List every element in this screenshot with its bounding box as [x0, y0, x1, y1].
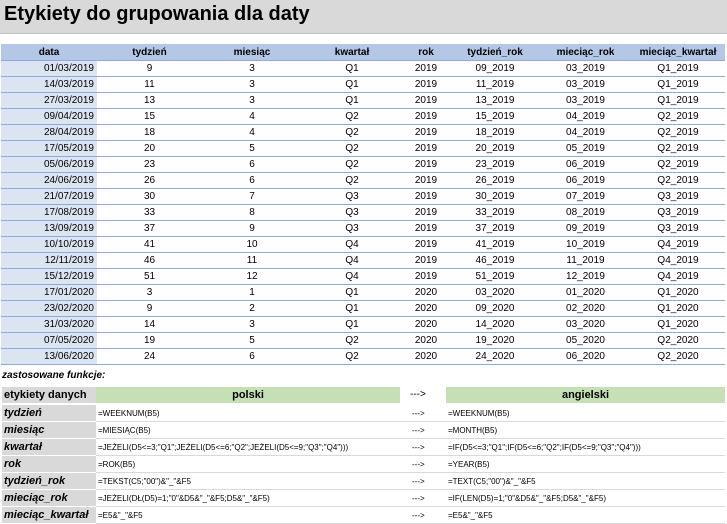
- table-cell[interactable]: Q4: [302, 237, 402, 253]
- table-cell[interactable]: 07_2019: [540, 189, 631, 205]
- table-cell[interactable]: 03_2019: [540, 93, 631, 109]
- table-cell[interactable]: 18: [97, 125, 202, 141]
- table-cell[interactable]: 41: [97, 237, 202, 253]
- table-cell[interactable]: 04_2019: [540, 109, 631, 125]
- table-cell[interactable]: Q2_2019: [631, 125, 725, 141]
- table-cell[interactable]: 3: [202, 61, 302, 77]
- column-header[interactable]: mieciąc_rok: [540, 44, 631, 61]
- table-cell[interactable]: 2020: [402, 301, 450, 317]
- title-bar: [0, 0, 727, 34]
- table-cell[interactable]: Q2: [302, 109, 402, 125]
- table-cell[interactable]: Q2: [302, 157, 402, 173]
- table-cell[interactable]: 23_2019: [450, 157, 540, 173]
- table-cell[interactable]: Q1_2019: [631, 61, 725, 77]
- table-cell[interactable]: 09_2019: [450, 61, 540, 77]
- table-cell[interactable]: 46: [97, 253, 202, 269]
- column-header[interactable]: tydzień: [97, 44, 202, 61]
- formula-english[interactable]: =IF(LEN(D5)=1;"0"&D5&"_"&F5;D5&"_"&F5): [448, 494, 606, 503]
- function-row: [0, 490, 727, 507]
- table-cell[interactable]: 51: [97, 269, 202, 285]
- table-cell[interactable]: 3: [202, 77, 302, 93]
- table-cell[interactable]: 01_2020: [540, 285, 631, 301]
- table-cell[interactable]: 3: [97, 285, 202, 301]
- table-row: [1, 221, 725, 237]
- table-cell[interactable]: 04_2019: [540, 125, 631, 141]
- date-cell[interactable]: 17/01/2020: [1, 285, 97, 301]
- column-header[interactable]: rok: [402, 44, 450, 61]
- formula-polish[interactable]: =ROK(B5): [98, 460, 136, 469]
- date-cell[interactable]: 12/11/2019: [1, 253, 97, 269]
- formula-english[interactable]: =YEAR(B5): [448, 460, 490, 469]
- table-cell[interactable]: Q2: [302, 125, 402, 141]
- table-cell[interactable]: 7: [202, 189, 302, 205]
- table-cell[interactable]: 10_2019: [540, 237, 631, 253]
- table-cell[interactable]: Q2_2019: [631, 173, 725, 189]
- table-cell[interactable]: Q3: [302, 189, 402, 205]
- table-cell[interactable]: 41_2019: [450, 237, 540, 253]
- table-cell[interactable]: Q1_2020: [631, 317, 725, 333]
- date-cell[interactable]: 01/03/2019: [1, 61, 97, 77]
- date-cell[interactable]: 24/06/2019: [1, 173, 97, 189]
- table-cell[interactable]: 33: [97, 205, 202, 221]
- function-label: rok: [2, 456, 96, 472]
- table-row: [1, 77, 725, 93]
- table-cell[interactable]: Q1: [302, 77, 402, 93]
- arrow-text: --->: [412, 426, 425, 435]
- table-cell[interactable]: 4: [202, 109, 302, 125]
- table-cell[interactable]: Q3_2019: [631, 205, 725, 221]
- table-cell[interactable]: 3: [202, 317, 302, 333]
- function-label: tydzień_rok: [2, 473, 96, 489]
- table-cell[interactable]: 2020: [402, 349, 450, 365]
- table-cell[interactable]: 2019: [402, 189, 450, 205]
- table-row: [1, 269, 725, 285]
- table-row: [1, 285, 725, 301]
- table-cell[interactable]: 05_2020: [540, 333, 631, 349]
- functions-header-polish: polski: [96, 387, 400, 403]
- date-labels-table: [1, 44, 725, 365]
- table-cell[interactable]: 03_2020: [450, 285, 540, 301]
- functions-header-arrow: --->: [410, 389, 426, 400]
- function-label: mieciąc_kwartał: [2, 507, 96, 523]
- table-cell[interactable]: 03_2019: [540, 61, 631, 77]
- table-cell[interactable]: Q4_2019: [631, 253, 725, 269]
- table-cell[interactable]: 2019: [402, 109, 450, 125]
- table-cell[interactable]: Q2_2019: [631, 109, 725, 125]
- table-cell[interactable]: 2020: [402, 317, 450, 333]
- table-cell[interactable]: 06_2020: [540, 349, 631, 365]
- table-cell[interactable]: 9: [97, 301, 202, 317]
- table-cell[interactable]: 2019: [402, 61, 450, 77]
- arrow-text: --->: [412, 460, 425, 469]
- table-cell[interactable]: 2019: [402, 221, 450, 237]
- table-row: [1, 333, 725, 349]
- formula-polish[interactable]: =E5&"_"&F5: [98, 511, 143, 520]
- date-cell[interactable]: 14/03/2019: [1, 77, 97, 93]
- function-row: [0, 507, 727, 524]
- formula-english[interactable]: =E5&"_"&F5: [448, 511, 493, 520]
- table-cell[interactable]: 09_2020: [450, 301, 540, 317]
- table-cell[interactable]: 2020: [402, 285, 450, 301]
- table-header-row: [1, 44, 725, 61]
- table-cell[interactable]: Q2: [302, 173, 402, 189]
- arrow-text: --->: [412, 477, 425, 486]
- table-cell[interactable]: 2020: [402, 333, 450, 349]
- functions-header-label: etykiety danych: [2, 387, 96, 403]
- date-cell[interactable]: 28/04/2019: [1, 125, 97, 141]
- functions-header-english: angielski: [446, 387, 725, 403]
- function-row: [0, 405, 727, 422]
- column-header[interactable]: tydzień_rok: [450, 44, 540, 61]
- table-cell[interactable]: 12_2019: [540, 269, 631, 285]
- table-row: [1, 253, 725, 269]
- formula-polish[interactable]: =JEŻELI(D5<=3;"Q1";JEŻELI(D5<=6;"Q2";JEŻELI(D5<=9;"Q3";"Q4"))): [98, 443, 349, 452]
- table-cell[interactable]: Q3_2019: [631, 221, 725, 237]
- table-cell[interactable]: 9: [97, 61, 202, 77]
- date-cell[interactable]: 13/09/2019: [1, 221, 97, 237]
- table-cell[interactable]: 6: [202, 349, 302, 365]
- functions-caption: zastosowane funkcje:: [2, 370, 106, 381]
- table-cell[interactable]: 51_2019: [450, 269, 540, 285]
- table-cell[interactable]: 2019: [402, 93, 450, 109]
- table-cell[interactable]: Q1: [302, 61, 402, 77]
- table-cell[interactable]: 08_2019: [540, 205, 631, 221]
- table-cell[interactable]: Q1_2019: [631, 93, 725, 109]
- table-cell[interactable]: Q2_2020: [631, 349, 725, 365]
- table-cell[interactable]: Q1_2019: [631, 77, 725, 93]
- date-cell[interactable]: 27/03/2019: [1, 93, 97, 109]
- arrow-text: --->: [412, 443, 425, 452]
- table-cell[interactable]: 30_2019: [450, 189, 540, 205]
- function-row: [0, 422, 727, 439]
- table-cell[interactable]: 18_2019: [450, 125, 540, 141]
- table-row: [1, 141, 725, 157]
- formula-polish[interactable]: =TEKST(C5;"00")&"_"&F5: [98, 477, 191, 486]
- table-cell[interactable]: 11: [97, 77, 202, 93]
- table-cell[interactable]: 19: [97, 333, 202, 349]
- column-header[interactable]: miesiąc: [202, 44, 302, 61]
- table-row: [1, 301, 725, 317]
- date-cell[interactable]: 13/06/2020: [1, 349, 97, 365]
- table-cell[interactable]: 2019: [402, 77, 450, 93]
- table-cell[interactable]: 10: [202, 237, 302, 253]
- table-cell[interactable]: Q2: [302, 333, 402, 349]
- sheet-title: Etykiety do grupowania dla daty: [4, 3, 310, 25]
- date-cell[interactable]: 07/05/2020: [1, 333, 97, 349]
- date-cell[interactable]: 17/05/2019: [1, 141, 97, 157]
- table-cell[interactable]: 03_2020: [540, 317, 631, 333]
- table-cell[interactable]: 02_2020: [540, 301, 631, 317]
- table-cell[interactable]: Q2: [302, 349, 402, 365]
- table-cell[interactable]: Q2_2019: [631, 141, 725, 157]
- table-cell[interactable]: Q1_2020: [631, 301, 725, 317]
- table-row: [1, 317, 725, 333]
- date-cell[interactable]: 31/03/2020: [1, 317, 97, 333]
- table-cell[interactable]: 11_2019: [450, 77, 540, 93]
- table-cell[interactable]: 26_2019: [450, 173, 540, 189]
- table-cell[interactable]: 1: [202, 285, 302, 301]
- formula-polish[interactable]: =JEŻELI(DŁ(D5)=1;"0"&D5&"_"&F5;D5&"_"&F5): [98, 494, 270, 503]
- function-label: miesiąc: [2, 422, 96, 438]
- formula-english[interactable]: =TEXT(C5;"00")&"_"&F5: [448, 477, 536, 486]
- table-cell[interactable]: 19_2020: [450, 333, 540, 349]
- table-cell[interactable]: 6: [202, 173, 302, 189]
- table-cell[interactable]: 06_2019: [540, 157, 631, 173]
- arrow-text: --->: [412, 409, 425, 418]
- table-cell[interactable]: Q1: [302, 93, 402, 109]
- table-cell[interactable]: 20: [97, 141, 202, 157]
- table-cell[interactable]: 26: [97, 173, 202, 189]
- table-cell[interactable]: Q2: [302, 141, 402, 157]
- formula-polish[interactable]: =WEEKNUM(B5): [98, 409, 160, 418]
- table-cell[interactable]: 15: [97, 109, 202, 125]
- table-cell[interactable]: 11: [202, 253, 302, 269]
- column-header[interactable]: data: [1, 44, 97, 61]
- table-cell[interactable]: 5: [202, 333, 302, 349]
- table-cell[interactable]: 6: [202, 157, 302, 173]
- column-header[interactable]: kwartał: [302, 44, 402, 61]
- table-cell[interactable]: 33_2019: [450, 205, 540, 221]
- table-cell[interactable]: 2019: [402, 157, 450, 173]
- table-cell[interactable]: Q3: [302, 221, 402, 237]
- table-cell[interactable]: Q4: [302, 253, 402, 269]
- function-label: mieciąc_rok: [2, 490, 96, 506]
- function-label: kwartał: [2, 439, 96, 455]
- table-cell[interactable]: 14: [97, 317, 202, 333]
- date-cell[interactable]: 23/02/2020: [1, 301, 97, 317]
- table-cell[interactable]: Q4_2019: [631, 269, 725, 285]
- table-cell[interactable]: 46_2019: [450, 253, 540, 269]
- formula-english[interactable]: =MONTH(B5): [448, 426, 498, 435]
- table-cell[interactable]: 15_2019: [450, 109, 540, 125]
- table-row: [1, 93, 725, 109]
- table-row: [1, 189, 725, 205]
- table-cell[interactable]: 24_2020: [450, 349, 540, 365]
- date-cell[interactable]: 09/04/2019: [1, 109, 97, 125]
- table-cell[interactable]: 2: [202, 301, 302, 317]
- function-row: [0, 439, 727, 456]
- table-row: [1, 109, 725, 125]
- table-row: [1, 349, 725, 365]
- table-cell[interactable]: Q4: [302, 269, 402, 285]
- date-cell[interactable]: 05/06/2019: [1, 157, 97, 173]
- date-cell[interactable]: 17/08/2019: [1, 205, 97, 221]
- table-cell[interactable]: 9: [202, 221, 302, 237]
- formula-polish[interactable]: =MIESIĄC(B5): [98, 426, 151, 435]
- table-cell[interactable]: Q2_2020: [631, 333, 725, 349]
- table-cell[interactable]: 2019: [402, 253, 450, 269]
- table-cell[interactable]: 06_2019: [540, 173, 631, 189]
- date-cell[interactable]: 10/10/2019: [1, 237, 97, 253]
- function-row: [0, 473, 727, 490]
- table-cell[interactable]: Q4_2019: [631, 237, 725, 253]
- table-cell[interactable]: 37: [97, 221, 202, 237]
- table-cell[interactable]: 30: [97, 189, 202, 205]
- table-cell[interactable]: 12: [202, 269, 302, 285]
- table-cell[interactable]: 24: [97, 349, 202, 365]
- arrow-text: --->: [412, 511, 425, 520]
- table-cell[interactable]: Q1: [302, 301, 402, 317]
- table-cell[interactable]: 5: [202, 141, 302, 157]
- formula-english[interactable]: =IF(D5<=3;"Q1";IF(D5<=6;"Q2";IF(D5<=9;"Q3";"Q4"))): [448, 443, 641, 452]
- arrow-text: --->: [412, 494, 425, 503]
- table-cell[interactable]: Q1: [302, 285, 402, 301]
- date-cell[interactable]: 21/07/2019: [1, 189, 97, 205]
- table-cell[interactable]: 23: [97, 157, 202, 173]
- table-cell[interactable]: Q1_2020: [631, 285, 725, 301]
- column-header[interactable]: mieciąc_kwartał: [631, 44, 725, 61]
- table-row: [1, 157, 725, 173]
- table-cell[interactable]: Q3_2019: [631, 189, 725, 205]
- table-row: [1, 237, 725, 253]
- table-cell[interactable]: 37_2019: [450, 221, 540, 237]
- table-row: [1, 125, 725, 141]
- table-cell[interactable]: Q2_2019: [631, 157, 725, 173]
- function-label: tydzień: [2, 405, 96, 421]
- table-cell[interactable]: 11_2019: [540, 253, 631, 269]
- function-row: [0, 456, 727, 473]
- table-row: [1, 61, 725, 77]
- table-cell[interactable]: Q1: [302, 317, 402, 333]
- table-cell[interactable]: 2019: [402, 269, 450, 285]
- table-cell[interactable]: 2019: [402, 125, 450, 141]
- date-cell[interactable]: 15/12/2019: [1, 269, 97, 285]
- table-cell[interactable]: 2019: [402, 237, 450, 253]
- table-cell[interactable]: 2019: [402, 205, 450, 221]
- table-row: [1, 173, 725, 189]
- table-cell[interactable]: 05_2019: [540, 141, 631, 157]
- table-cell[interactable]: 3: [202, 93, 302, 109]
- table-row: [1, 205, 725, 221]
- formula-english[interactable]: =WEEKNUM(B5): [448, 409, 510, 418]
- table-body: [1, 61, 725, 365]
- table-cell[interactable]: 20_2019: [450, 141, 540, 157]
- table-cell[interactable]: 13: [97, 93, 202, 109]
- table-cell[interactable]: 03_2019: [540, 77, 631, 93]
- table-cell[interactable]: 09_2019: [540, 221, 631, 237]
- table-cell[interactable]: 2019: [402, 141, 450, 157]
- table-cell[interactable]: 13_2019: [450, 93, 540, 109]
- table-cell[interactable]: 2019: [402, 173, 450, 189]
- table-cell[interactable]: Q3: [302, 205, 402, 221]
- table-cell[interactable]: 8: [202, 205, 302, 221]
- table-cell[interactable]: 4: [202, 125, 302, 141]
- table-cell[interactable]: 14_2020: [450, 317, 540, 333]
